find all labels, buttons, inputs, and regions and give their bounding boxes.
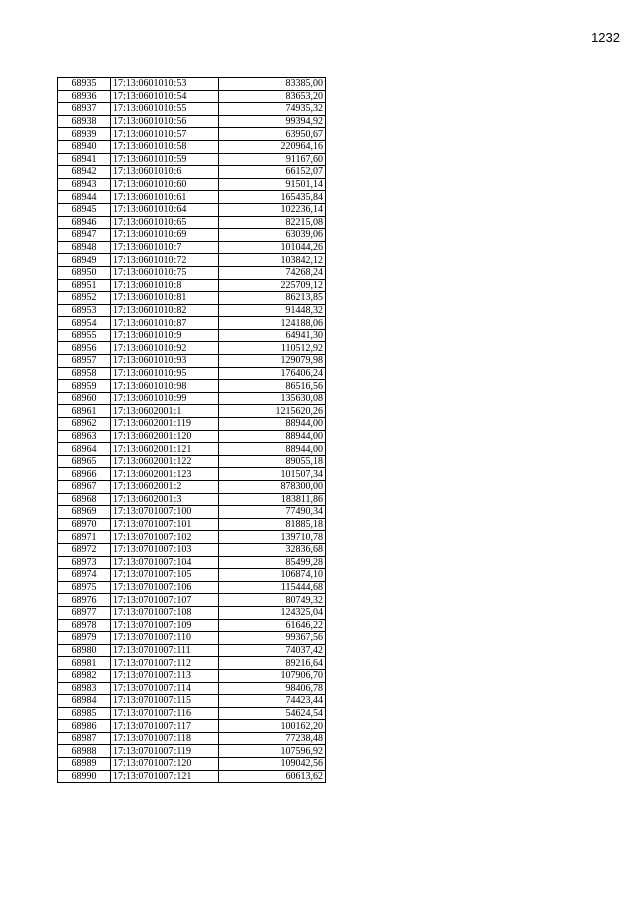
table-row — [58, 531, 326, 544]
table-row — [58, 430, 326, 443]
table-row — [58, 506, 326, 519]
cadastral-number-cell: 17:13:0701007:102 — [111, 531, 219, 544]
row-number-cell: 68980 — [58, 644, 111, 657]
row-number-cell: 68972 — [58, 543, 111, 556]
row-number-cell: 68989 — [58, 758, 111, 771]
row-number-cell: 68947 — [58, 229, 111, 242]
cadastral-number-cell: 17:13:0601010:65 — [111, 216, 219, 229]
table-row — [58, 455, 326, 468]
table-row — [58, 153, 326, 166]
table-row — [58, 518, 326, 531]
cadastral-number-cell: 17:13:0601010:81 — [111, 292, 219, 305]
cadastral-number-cell: 17:13:0601010:69 — [111, 229, 219, 242]
cadastral-number-cell: 17:13:0701007:116 — [111, 707, 219, 720]
cadastral-number-cell: 17:13:0601010:8 — [111, 279, 219, 292]
cadastral-number-cell: 17:13:0701007:112 — [111, 657, 219, 670]
table-row — [58, 355, 326, 368]
cadastral-number-cell: 17:13:0602001:120 — [111, 430, 219, 443]
cadastral-number-cell: 17:13:0602001:1 — [111, 405, 219, 418]
cadastral-number-cell: 17:13:0701007:109 — [111, 619, 219, 632]
cadastral-number-cell: 17:13:0701007:101 — [111, 518, 219, 531]
cadastral-number-cell: 17:13:0701007:118 — [111, 732, 219, 745]
cadastral-number-cell: 17:13:0701007:111 — [111, 644, 219, 657]
table-row — [58, 543, 326, 556]
value-cell: 135630,08 — [219, 392, 326, 405]
table-row — [58, 606, 326, 619]
row-number-cell: 68959 — [58, 380, 111, 393]
cadastral-number-cell: 17:13:0701007:103 — [111, 543, 219, 556]
value-cell: 91501,14 — [219, 178, 326, 191]
row-number-cell: 68966 — [58, 468, 111, 481]
cadastral-number-cell: 17:13:0602001:119 — [111, 418, 219, 431]
value-cell: 115444,68 — [219, 581, 326, 594]
table-row — [58, 266, 326, 279]
row-number-cell: 68990 — [58, 770, 111, 783]
cadastral-number-cell: 17:13:0601010:56 — [111, 115, 219, 128]
row-number-cell: 68946 — [58, 216, 111, 229]
cadastral-number-cell: 17:13:0701007:100 — [111, 506, 219, 519]
table-row — [58, 745, 326, 758]
cadastral-number-cell: 17:13:0601010:58 — [111, 140, 219, 153]
cadastral-number-cell: 17:13:0701007:110 — [111, 632, 219, 645]
row-number-cell: 68970 — [58, 518, 111, 531]
table-row — [58, 229, 326, 242]
value-cell: 89216,64 — [219, 657, 326, 670]
cadastral-number-cell: 17:13:0701007:107 — [111, 594, 219, 607]
row-number-cell: 68982 — [58, 669, 111, 682]
row-number-cell: 68976 — [58, 594, 111, 607]
value-cell: 63039,06 — [219, 229, 326, 242]
value-cell: 74037,42 — [219, 644, 326, 657]
value-cell: 74268,24 — [219, 266, 326, 279]
table-row — [58, 203, 326, 216]
cadastral-number-cell: 17:13:0602001:2 — [111, 481, 219, 494]
table-row — [58, 594, 326, 607]
value-cell: 91448,32 — [219, 304, 326, 317]
value-cell: 1215620,26 — [219, 405, 326, 418]
row-number-cell: 68962 — [58, 418, 111, 431]
table-body — [58, 78, 326, 783]
page-number: 1232 — [591, 30, 620, 45]
row-number-cell: 68955 — [58, 329, 111, 342]
table-row — [58, 682, 326, 695]
cadastral-number-cell: 17:13:0701007:115 — [111, 695, 219, 708]
table-row — [58, 581, 326, 594]
table-row — [58, 103, 326, 116]
row-number-cell: 68939 — [58, 128, 111, 141]
row-number-cell: 68953 — [58, 304, 111, 317]
row-number-cell: 68943 — [58, 178, 111, 191]
table-row — [58, 632, 326, 645]
cadastral-number-cell: 17:13:0602001:3 — [111, 493, 219, 506]
value-cell: 83653,20 — [219, 90, 326, 103]
table-row — [58, 732, 326, 745]
row-number-cell: 68961 — [58, 405, 111, 418]
table-row — [58, 342, 326, 355]
row-number-cell: 68974 — [58, 569, 111, 582]
cadastral-number-cell: 17:13:0601010:7 — [111, 241, 219, 254]
table-row — [58, 695, 326, 708]
value-cell: 82215,08 — [219, 216, 326, 229]
row-number-cell: 68954 — [58, 317, 111, 330]
value-cell: 63950,67 — [219, 128, 326, 141]
value-cell: 99394,92 — [219, 115, 326, 128]
value-cell: 101507,34 — [219, 468, 326, 481]
value-cell: 74935,32 — [219, 103, 326, 116]
cadastral-number-cell: 17:13:0701007:106 — [111, 581, 219, 594]
value-cell: 101044,26 — [219, 241, 326, 254]
row-number-cell: 68958 — [58, 367, 111, 380]
table-row — [58, 241, 326, 254]
cadastral-number-cell: 17:13:0701007:108 — [111, 606, 219, 619]
cadastral-number-cell: 17:13:0601010:53 — [111, 78, 219, 91]
table-row — [58, 418, 326, 431]
cadastral-number-cell: 17:13:0701007:105 — [111, 569, 219, 582]
value-cell: 91167,60 — [219, 153, 326, 166]
row-number-cell: 68987 — [58, 732, 111, 745]
cadastral-number-cell: 17:13:0701007:114 — [111, 682, 219, 695]
cadastral-number-cell: 17:13:0601010:54 — [111, 90, 219, 103]
table-row — [58, 115, 326, 128]
value-cell: 176406,24 — [219, 367, 326, 380]
row-number-cell: 68940 — [58, 140, 111, 153]
value-cell: 83385,00 — [219, 78, 326, 91]
value-cell: 124325,04 — [219, 606, 326, 619]
value-cell: 139710,78 — [219, 531, 326, 544]
value-cell: 60613,62 — [219, 770, 326, 783]
cadastral-number-cell: 17:13:0601010:95 — [111, 367, 219, 380]
row-number-cell: 68963 — [58, 430, 111, 443]
row-number-cell: 68945 — [58, 203, 111, 216]
row-number-cell: 68941 — [58, 153, 111, 166]
value-cell: 98406,78 — [219, 682, 326, 695]
row-number-cell: 68981 — [58, 657, 111, 670]
value-cell: 107596,92 — [219, 745, 326, 758]
value-cell: 88944,00 — [219, 418, 326, 431]
cadastral-value-table — [57, 77, 326, 783]
table-row — [58, 493, 326, 506]
table-row — [58, 569, 326, 582]
cadastral-number-cell: 17:13:0601010:75 — [111, 266, 219, 279]
table-row — [58, 254, 326, 267]
table-row — [58, 481, 326, 494]
row-number-cell: 68952 — [58, 292, 111, 305]
table-row — [58, 329, 326, 342]
row-number-cell: 68968 — [58, 493, 111, 506]
row-number-cell: 68985 — [58, 707, 111, 720]
cadastral-number-cell: 17:13:0701007:120 — [111, 758, 219, 771]
value-cell: 80749,32 — [219, 594, 326, 607]
value-cell: 88944,00 — [219, 430, 326, 443]
value-cell: 77490,34 — [219, 506, 326, 519]
row-number-cell: 68967 — [58, 481, 111, 494]
table-row — [58, 191, 326, 204]
cadastral-number-cell: 17:13:0601010:98 — [111, 380, 219, 393]
cadastral-number-cell: 17:13:0602001:122 — [111, 455, 219, 468]
value-cell: 81885,18 — [219, 518, 326, 531]
cadastral-number-cell: 17:13:0701007:121 — [111, 770, 219, 783]
table-row — [58, 380, 326, 393]
row-number-cell: 68956 — [58, 342, 111, 355]
row-number-cell: 68986 — [58, 720, 111, 733]
value-cell: 106874,10 — [219, 569, 326, 582]
value-cell: 32836,68 — [219, 543, 326, 556]
table-row — [58, 707, 326, 720]
table-row — [58, 317, 326, 330]
row-number-cell: 68936 — [58, 90, 111, 103]
value-cell: 129079,98 — [219, 355, 326, 368]
row-number-cell: 68978 — [58, 619, 111, 632]
table-row — [58, 279, 326, 292]
value-cell: 77238,48 — [219, 732, 326, 745]
value-cell: 110512,92 — [219, 342, 326, 355]
value-cell: 54624,54 — [219, 707, 326, 720]
value-cell: 66152,07 — [219, 166, 326, 179]
table-row — [58, 140, 326, 153]
table-row — [58, 556, 326, 569]
row-number-cell: 68949 — [58, 254, 111, 267]
value-cell: 124188,06 — [219, 317, 326, 330]
table-row — [58, 128, 326, 141]
table-row — [58, 468, 326, 481]
table-row — [58, 90, 326, 103]
value-cell: 61646,22 — [219, 619, 326, 632]
value-cell: 103842,12 — [219, 254, 326, 267]
row-number-cell: 68973 — [58, 556, 111, 569]
table-row — [58, 770, 326, 783]
table-row — [58, 392, 326, 405]
value-cell: 878300,00 — [219, 481, 326, 494]
row-number-cell: 68960 — [58, 392, 111, 405]
table-row — [58, 669, 326, 682]
row-number-cell: 68948 — [58, 241, 111, 254]
cadastral-number-cell: 17:13:0601010:55 — [111, 103, 219, 116]
row-number-cell: 68983 — [58, 682, 111, 695]
table-row — [58, 166, 326, 179]
value-cell: 109042,56 — [219, 758, 326, 771]
value-cell: 220964,16 — [219, 140, 326, 153]
row-number-cell: 68975 — [58, 581, 111, 594]
cadastral-number-cell: 17:13:0601010:99 — [111, 392, 219, 405]
value-cell: 165435,84 — [219, 191, 326, 204]
cadastral-number-cell: 17:13:0601010:60 — [111, 178, 219, 191]
row-number-cell: 68971 — [58, 531, 111, 544]
cadastral-number-cell: 17:13:0602001:121 — [111, 443, 219, 456]
cadastral-number-cell: 17:13:0601010:59 — [111, 153, 219, 166]
row-number-cell: 68951 — [58, 279, 111, 292]
table-row — [58, 78, 326, 91]
cadastral-number-cell: 17:13:0601010:61 — [111, 191, 219, 204]
value-cell: 183811,86 — [219, 493, 326, 506]
value-cell: 74423,44 — [219, 695, 326, 708]
cadastral-number-cell: 17:13:0701007:104 — [111, 556, 219, 569]
cadastral-number-cell: 17:13:0601010:57 — [111, 128, 219, 141]
cadastral-number-cell: 17:13:0601010:9 — [111, 329, 219, 342]
value-cell: 107906,70 — [219, 669, 326, 682]
value-cell: 89055,18 — [219, 455, 326, 468]
value-cell: 100162,20 — [219, 720, 326, 733]
row-number-cell: 68935 — [58, 78, 111, 91]
value-cell: 85499,28 — [219, 556, 326, 569]
table-row — [58, 619, 326, 632]
value-cell: 102236,14 — [219, 203, 326, 216]
row-number-cell: 68969 — [58, 506, 111, 519]
row-number-cell: 68977 — [58, 606, 111, 619]
table-row — [58, 178, 326, 191]
row-number-cell: 68938 — [58, 115, 111, 128]
cadastral-number-cell: 17:13:0701007:117 — [111, 720, 219, 733]
cadastral-number-cell: 17:13:0602001:123 — [111, 468, 219, 481]
row-number-cell: 68937 — [58, 103, 111, 116]
table-row — [58, 304, 326, 317]
row-number-cell: 68965 — [58, 455, 111, 468]
row-number-cell: 68944 — [58, 191, 111, 204]
cadastral-number-cell: 17:13:0701007:119 — [111, 745, 219, 758]
table-row — [58, 405, 326, 418]
table-row — [58, 443, 326, 456]
row-number-cell: 68964 — [58, 443, 111, 456]
cadastral-number-cell: 17:13:0601010:64 — [111, 203, 219, 216]
value-cell: 99367,56 — [219, 632, 326, 645]
cadastral-number-cell: 17:13:0601010:93 — [111, 355, 219, 368]
value-cell: 225709,12 — [219, 279, 326, 292]
row-number-cell: 68979 — [58, 632, 111, 645]
table-row — [58, 367, 326, 380]
table-row — [58, 644, 326, 657]
table-row — [58, 758, 326, 771]
value-cell: 86213,85 — [219, 292, 326, 305]
row-number-cell: 68984 — [58, 695, 111, 708]
table-row — [58, 657, 326, 670]
cadastral-number-cell: 17:13:0601010:82 — [111, 304, 219, 317]
cadastral-number-cell: 17:13:0601010:92 — [111, 342, 219, 355]
table-row — [58, 292, 326, 305]
value-cell: 64941,30 — [219, 329, 326, 342]
row-number-cell: 68988 — [58, 745, 111, 758]
cadastral-number-cell: 17:13:0601010:87 — [111, 317, 219, 330]
row-number-cell: 68957 — [58, 355, 111, 368]
row-number-cell: 68950 — [58, 266, 111, 279]
cadastral-number-cell: 17:13:0701007:113 — [111, 669, 219, 682]
table-row — [58, 216, 326, 229]
table-row — [58, 720, 326, 733]
value-cell: 86516,56 — [219, 380, 326, 393]
cadastral-number-cell: 17:13:0601010:6 — [111, 166, 219, 179]
cadastral-number-cell: 17:13:0601010:72 — [111, 254, 219, 267]
row-number-cell: 68942 — [58, 166, 111, 179]
value-cell: 88944,00 — [219, 443, 326, 456]
